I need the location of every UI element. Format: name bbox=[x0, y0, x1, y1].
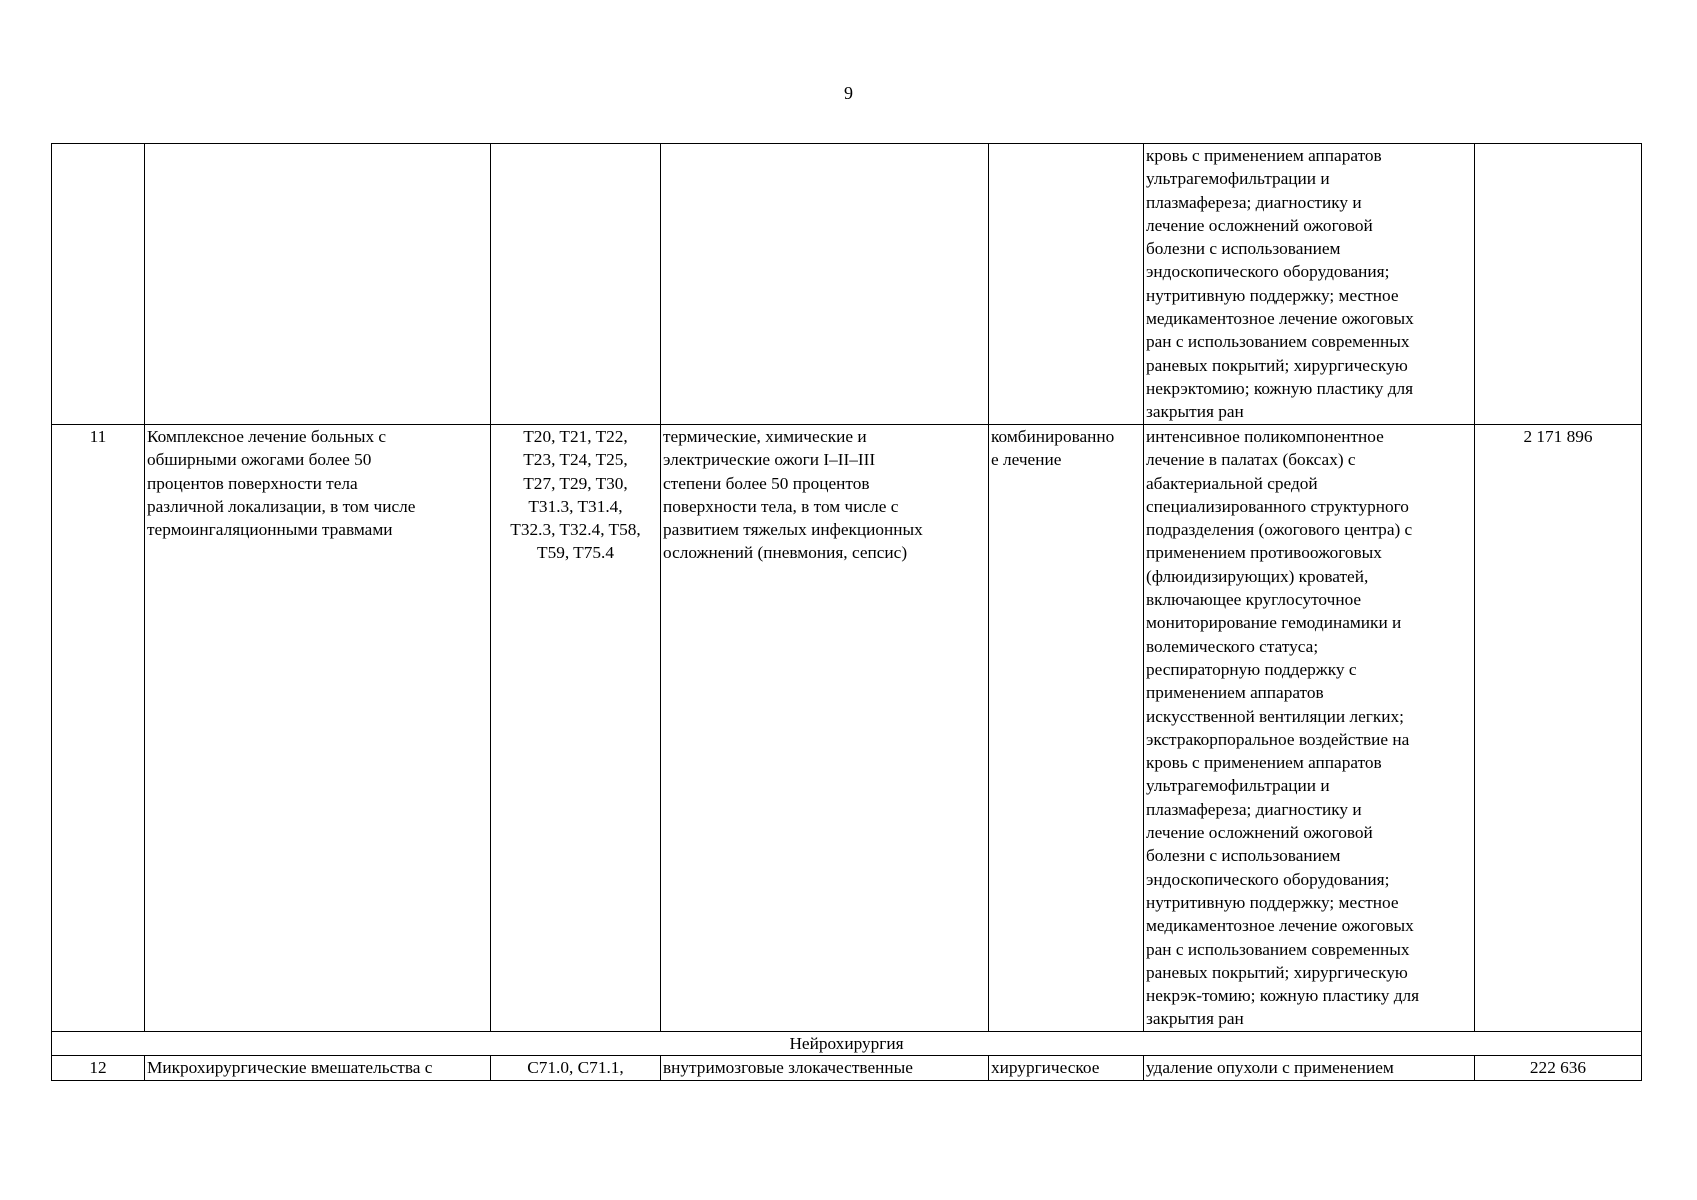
cell-cost: 222 636 bbox=[1475, 1056, 1642, 1080]
cell-cost bbox=[1475, 144, 1642, 425]
cell-codes: C71.0, C71.1, bbox=[491, 1056, 661, 1080]
cell-model bbox=[661, 144, 989, 425]
cell-type bbox=[989, 144, 1144, 425]
cell-method: интенсивное поликомпонентное лечение в палатах (боксах) с абактериальной средой специализированного структурного подразделения (ожогового центра) с применением противоожоговых (флюидизирующих) кроватей, включающее круглосуточное мониторирование гемодинамики и волемического статуса; респираторную поддержку с применением аппаратов искусственной вентиляции легких; экстракорпоральное воздействие на кровь с применением аппаратов ультрагемофильтрации и плазмафереза; диагностику и лечение осложнений ожоговой болезни с использованием эндоскопического оборудования; нутритивную поддержку; местное медикаментозное лечение ожоговых ран с использованием современных раневых покрытий; хирургическую некрэк-томию; кожную пластику для закрытия ран bbox=[1144, 425, 1475, 1032]
cell-method: кровь с применением аппаратов ультрагемофильтрации и плазмафереза; диагностику и лечение осложнений ожоговой болезни с использованием эндоскопического оборудования; нутритивную поддержку; местное медикаментозное лечение ожоговых ран с использованием современных раневых покрытий; хирургическую некрэктомию; кожную пластику для закрытия ран bbox=[1144, 144, 1475, 425]
table-row bbox=[52, 425, 1642, 1032]
services-table bbox=[51, 143, 1642, 1081]
table-row-continuation bbox=[52, 144, 1642, 425]
cell-cost: 2 171 896 bbox=[1475, 425, 1642, 1032]
cell-model: внутримозговые злокачественные bbox=[661, 1056, 989, 1080]
cell-name: Комплексное лечение больных с обширными ожогами более 50 процентов поверхности тела различной локализации, в том числе термоингаляционными травмами bbox=[145, 425, 491, 1032]
cell-type: комбинированно е лечение bbox=[989, 425, 1144, 1032]
section-title: Нейрохирургия bbox=[52, 1032, 1642, 1056]
cell-type: хирургическое bbox=[989, 1056, 1144, 1080]
cell-codes: T20, T21, T22, T23, T24, T25, T27, T29, T30, T31.3, T31.4, T32.3, T32.4, T58, T59, T75.4 bbox=[491, 425, 661, 1032]
cell-model: термические, химические и электрические ожоги I–II–III степени более 50 процентов поверхности тела, в том числе с развитием тяжелых инфекционных осложнений (пневмония, сепсис) bbox=[661, 425, 989, 1032]
cell-num bbox=[52, 144, 145, 425]
cell-num: 12 bbox=[52, 1056, 145, 1080]
cell-num: 11 bbox=[52, 425, 145, 1032]
cell-name: Микрохирургические вмешательства с bbox=[145, 1056, 491, 1080]
cell-codes bbox=[491, 144, 661, 425]
cell-name bbox=[145, 144, 491, 425]
table-row bbox=[52, 1056, 1642, 1080]
page-number: 9 bbox=[844, 83, 853, 103]
section-row bbox=[52, 1032, 1642, 1056]
cell-method: удаление опухоли с применением bbox=[1144, 1056, 1475, 1080]
